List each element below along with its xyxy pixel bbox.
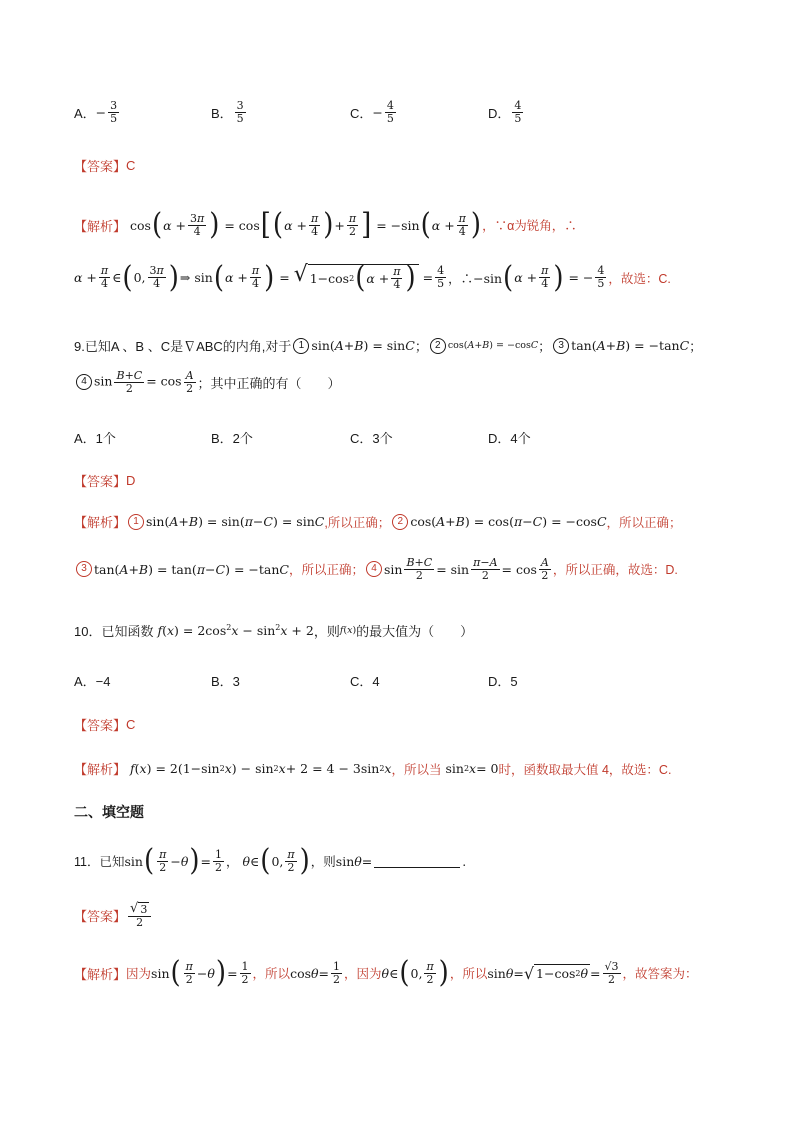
- q8-option-c: C． − $\frac{4}{5}$: [350, 99, 394, 125]
- q10-analysis: 【解析】 f ( x ) = 2(1−sin 2 x ) − sin 2 x + 2 = 4 − 3sin 2 x ，所以当 sin 2 x = 0 时，函数取最大值 4，故选：C.: [74, 761, 672, 777]
- section-heading-fill-blank: 二、填空题: [74, 804, 144, 820]
- q11-stem: 11．已知 sin ( $\frac{\pi}{2}$ − θ ) = $\frac{1}{2}$ ， θ ∈ ( 0, $\frac{\pi}{2}$ ) ，则 sin θ = .: [74, 843, 467, 879]
- q9-option-d: D．4个: [488, 431, 531, 446]
- q10-option-a: A．−4: [74, 674, 111, 689]
- q8-option-a: A． − $\frac{3}{5}$: [74, 99, 118, 125]
- q9-analysis-line2: 3 tan( A + B ) = tan( π − C ) = −tan C ，所以正确； 4 sin $\frac{B+C}{2}$ = sin $\frac{\pi-A}{2}$ = cos $\frac{A}{2}$ ，所以正确，故选：D.: [74, 557, 734, 581]
- q8-answer: 【答案】 C: [74, 158, 136, 174]
- q10-option-b: B．3: [211, 674, 240, 689]
- q11-answer-blank[interactable]: [374, 855, 460, 868]
- q9-analysis-line1: 【解析】 1 sin( A + B ) = sin( π − C ) = sin C ,所以正确； 2 cos( A + B ) = cos( π − C ) = −cos C ，所以正确；: [74, 514, 682, 530]
- q10-stem: 10．已知函数 $f(x) = 2\cos^2x - \sin^2x + 2$ ，则 f(x) 的最大值为（ ）: [74, 622, 474, 639]
- q9-option-a: A．1个: [74, 431, 116, 446]
- q10-option-d: D．5: [488, 674, 518, 689]
- q8-analysis-line2: α + $\frac{\pi}{4}$ ∈ ( 0, $\frac{3\pi}{4}$ ) ⇒ sin ( α + $\frac{\pi}{4}$ ) = √ 1−cos 2 ( α + $\frac{\pi}{4}$ ) = $\frac{4}{5}$ ，∴−sin ( α + $\frac{\pi}{4}$ ) = − $\frac{4}{5}$ ，故选：C.: [74, 260, 671, 296]
- q10-answer: 【答案】 C: [74, 717, 136, 733]
- q8-option-b: B． $\frac{3}{5}$: [211, 99, 244, 125]
- q9-option-c: C．3个: [350, 431, 393, 446]
- q11-analysis: 【解析】 因为 sin ( $\frac{\pi}{2}$ − θ ) = $\frac{1}{2}$ ，所以 cos θ = $\frac{1}{2}$ ，因为 θ ∈ ( 0, $\frac{\pi}{2}$ ) ，所以 sin θ = √ 1−cos 2 θ = $\frac{√3}{2}$ ，故答案为：: [74, 955, 698, 991]
- q10-option-c: C．4: [350, 674, 380, 689]
- q8-analysis-line1: 【解析】 cos ( α + $\frac{3\pi}{4}$ ) = cos [ ( α + $\frac{\pi}{4}$ ) + $\frac{\pi}{2}$ ] = −sin ( α + $\frac{\pi}{4}$ ) ，∵α为锐角，∴: [74, 207, 577, 243]
- q8-option-d: D． $\frac{4}{5}$: [488, 99, 522, 125]
- q11-answer: 【答案】 √ 3 2: [74, 902, 734, 928]
- q9-stem-line2: 4 sin $\frac{B+C}{2}$ = cos $\frac{A}{2}$ ；其中正确的有（ ）: [74, 370, 734, 394]
- q9-stem-line1: 9.已知A 、B 、C是∇ABC的内角,对于 1 sin(A+B) = sinC ； 2 cos(A+B) = −cosC ； 3 tan(A+B) = −tanC ；: [74, 338, 703, 355]
- q9-option-b: B．2个: [211, 431, 253, 446]
- q9-answer: 【答案】 D: [74, 473, 136, 489]
